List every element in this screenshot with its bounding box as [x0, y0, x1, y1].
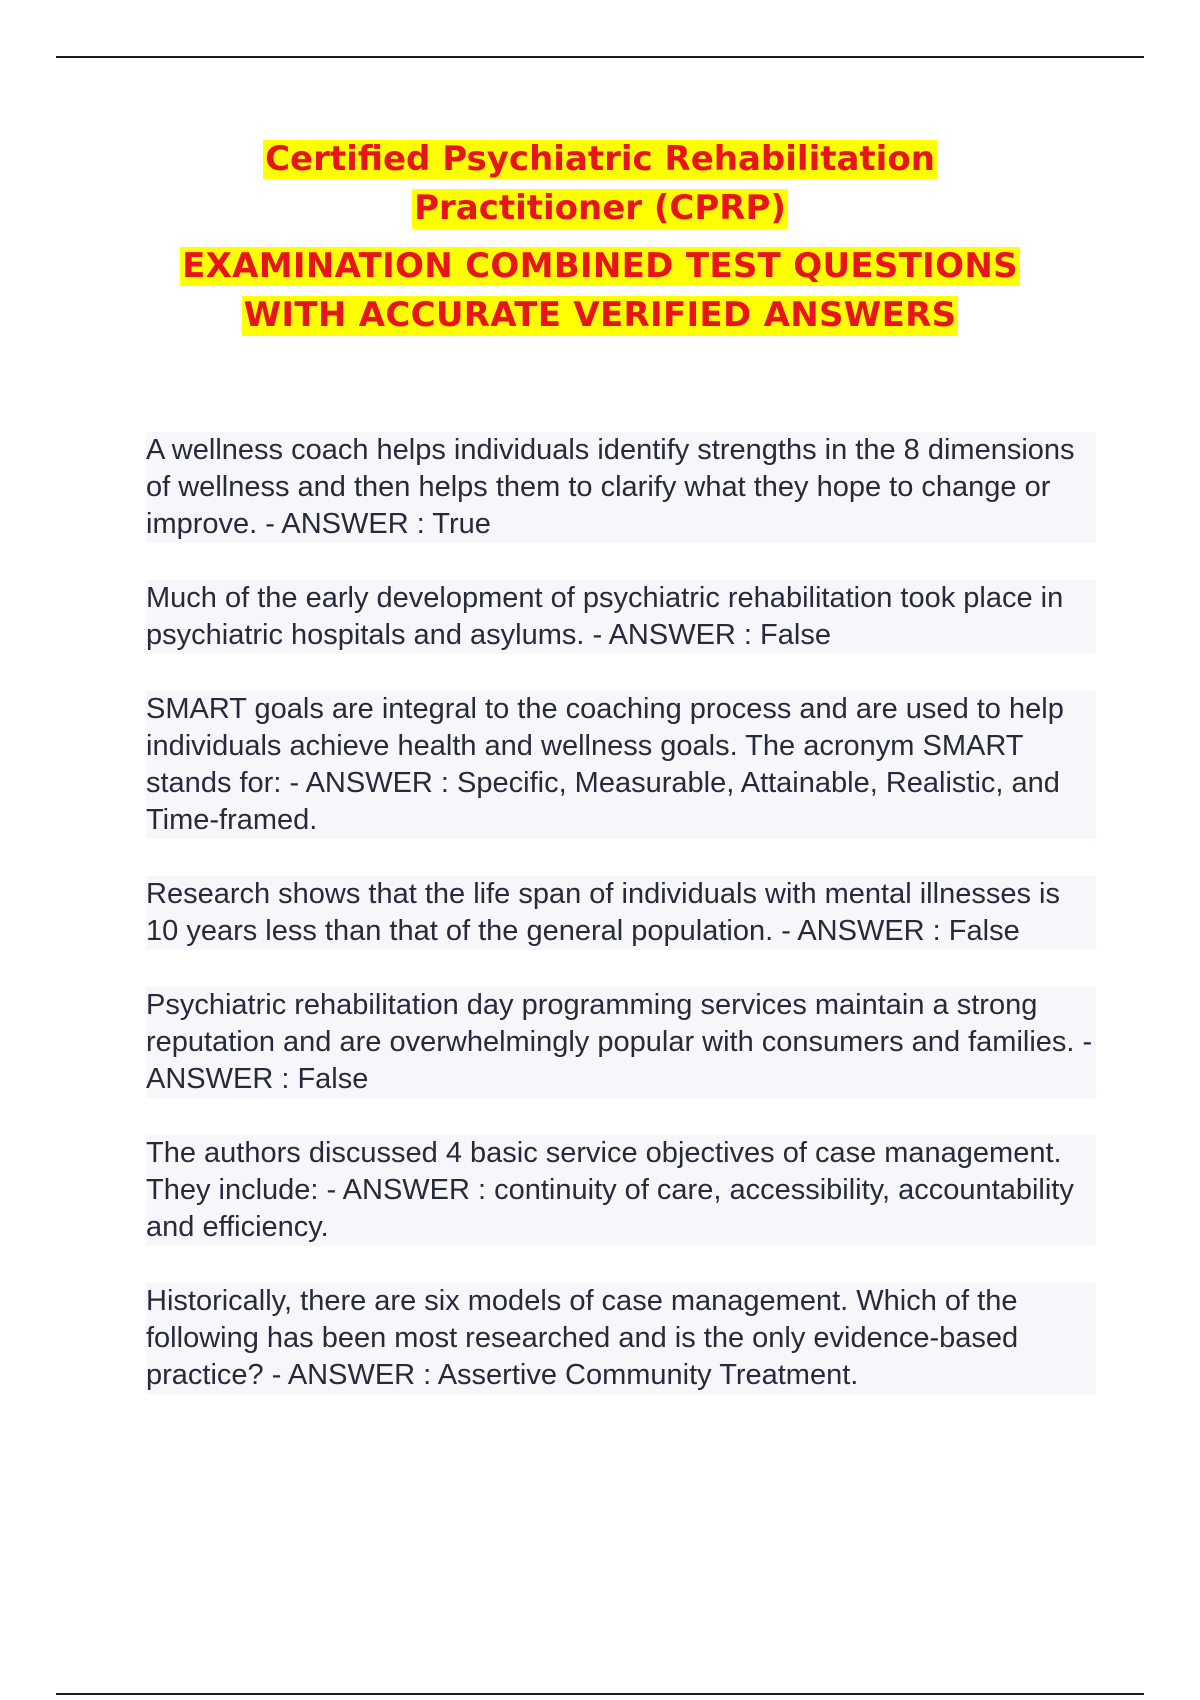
footer-rule — [56, 1693, 1144, 1695]
qa-list — [146, 432, 1096, 1431]
document-title — [60, 140, 1140, 346]
title-main-line-1: Certified Psychiatric Rehabilitation — [265, 139, 935, 179]
qa-item: A wellness coach helps individuals identify strengths in the 8 dimensions of wellness and then helps them to clarify what they hope to change or improve. - ANSWER : True — [146, 432, 1096, 543]
qa-item: Research shows that the life span of individuals with mental illnesses is 10 years less than that of the general population. - ANSWER : False — [146, 876, 1096, 950]
title-sub-line-1: EXAMINATION COMBINED TEST QUESTIONS — [182, 245, 1018, 286]
header-rule — [56, 56, 1144, 58]
title-sub-line-2: WITH ACCURATE VERIFIED ANSWERS — [243, 295, 957, 336]
qa-item: SMART goals are integral to the coaching process and are used to help individuals achieve health and wellness goals. The acronym SMART stands for: - ANSWER : Specific, Measurable, Attainable, Realistic, and Time-framed. — [146, 691, 1096, 839]
qa-item: The authors discussed 4 basic service objectives of case management. They include: - ANSWER : continuity of care, accessibility, accountability and efficiency. — [146, 1135, 1096, 1246]
qa-item: Historically, there are six models of case management. Which of the following has been most researched and is the only evidence-based practice? - ANSWER : Assertive Community Treatment. — [146, 1283, 1096, 1394]
qa-item: Psychiatric rehabilitation day programming services maintain a strong reputation and are overwhelmingly popular with consumers and families. - ANSWER : False — [146, 987, 1096, 1098]
title-sub — [60, 247, 1140, 336]
qa-item: Much of the early development of psychiatric rehabilitation took place in psychiatric hospitals and asylums. - ANSWER : False — [146, 580, 1096, 654]
title-main — [60, 140, 1140, 229]
title-main-line-2: Practitioner (CPRP) — [414, 188, 786, 229]
